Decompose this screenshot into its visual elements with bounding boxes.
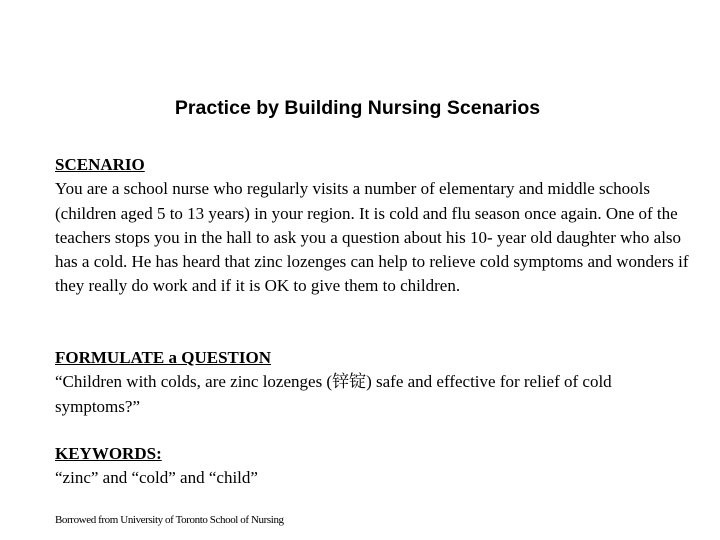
question-text: “Children with colds, are zinc lozenges (锌锭) safe and effective for relief of cold symptoms?”: [55, 372, 612, 416]
keywords-section: [55, 442, 695, 491]
scenario-section: [55, 153, 695, 299]
slide-title: Practice by Building Nursing Scenarios: [174, 97, 541, 119]
scenario-heading: SCENARIO: [55, 155, 145, 174]
keywords-text: “zinc” and “cold” and “child”: [55, 468, 258, 488]
scenario-text: You are a school nurse who regularly visits a number of elementary and middle schools (children aged 5 to 13 years) in your region. It is cold and flu season once again. One of the teachers stops you in the hall to ask you a question about his 10- year old daughter who also has a cold. He has heard that zinc lozenges can help to relieve cold symptoms and wonders if they really do work and if it is OK to give them to children.: [55, 179, 689, 296]
question-heading: FORMULATE a QUESTION: [55, 348, 271, 367]
source-credit: Borrowed from University of Toronto School of Nursing: [55, 514, 284, 526]
question-section: [55, 346, 695, 419]
keywords-heading: KEYWORDS:: [55, 444, 162, 463]
